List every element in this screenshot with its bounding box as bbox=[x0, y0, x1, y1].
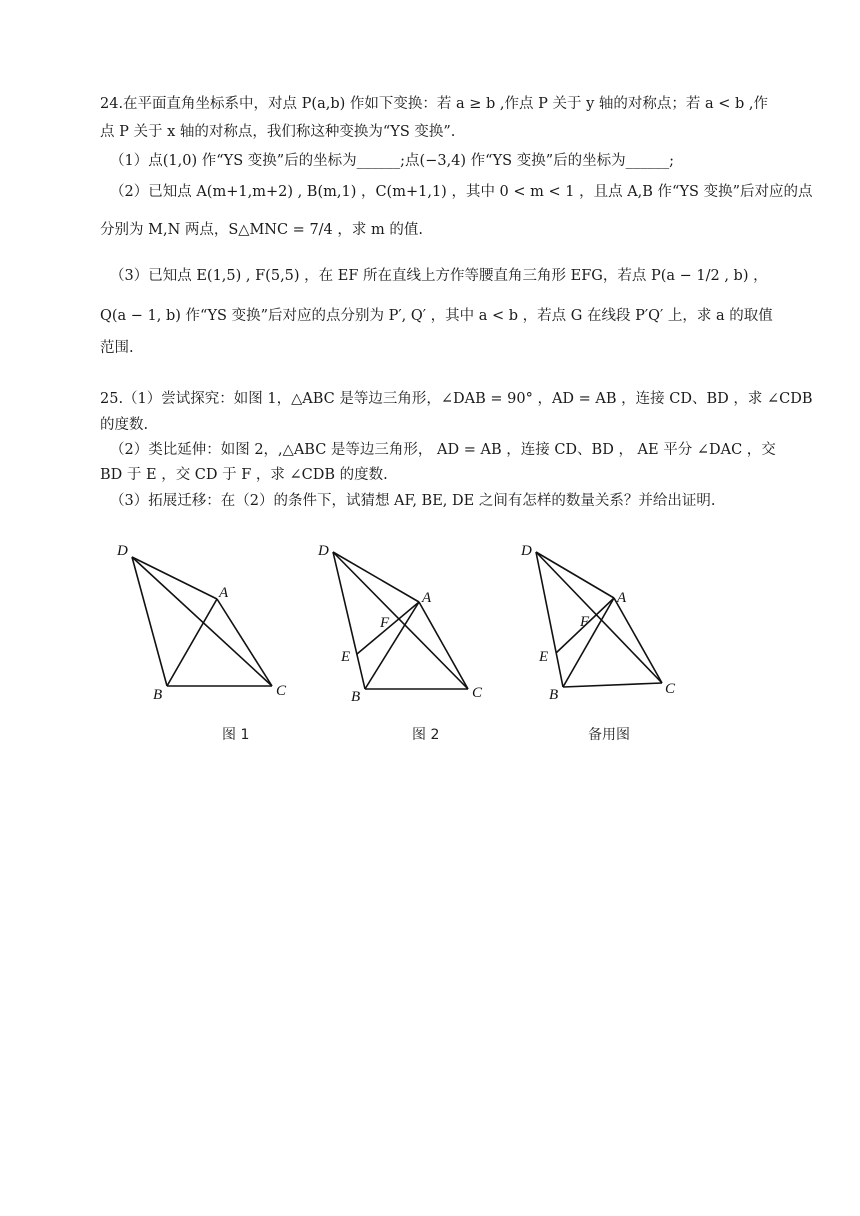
label-C: C bbox=[665, 681, 676, 697]
figure-2-caption: 图 2 bbox=[412, 727, 440, 743]
q24-stem-line-2: 点 P 关于 x 轴的对称点，我们称这种变换为“YS 变换”. bbox=[100, 124, 456, 140]
label-B: B bbox=[153, 687, 163, 703]
label-E: E bbox=[539, 649, 549, 665]
q24-part-3-line-2: Q(a − 1, b) 作“YS 变换”后对应的点分别为 P′, Q′ ，其中 a < b ，若点 G 在线段 P′Q′ 上，求 a 的取值 bbox=[100, 308, 773, 324]
segment-AB bbox=[365, 602, 419, 689]
q25-part-1-line-1: 25.（1）尝试探究：如图 1，△ABC 是等边三角形，∠DAB = 90° ，AD = AB ，连接 CD、BD ，求 ∠CDB bbox=[100, 391, 813, 407]
label-D: D bbox=[318, 543, 329, 559]
q24-part-2-line-1: （2）已知点 A(m+1,m+2) , B(m,1) ，C(m+1,1) ，其中 0 < m < 1 ，且点 A,B 作“YS 变换”后对应的点 bbox=[110, 184, 813, 200]
figure-1 bbox=[105, 535, 305, 703]
figure-spare-caption: 备用图 bbox=[588, 727, 630, 743]
figure-2 bbox=[310, 535, 500, 705]
segment-DB bbox=[536, 552, 563, 687]
label-C: C bbox=[472, 685, 483, 701]
label-A: A bbox=[219, 585, 229, 601]
label-A: A bbox=[422, 590, 432, 606]
segment-DA bbox=[132, 557, 217, 599]
label-F: F bbox=[580, 614, 590, 630]
segment-AC bbox=[419, 602, 468, 689]
q24-stem-line-1: 24.在平面直角坐标系中，对点 P(a,b) 作如下变换：若 a ≥ b ,作点 P 关于 y 轴的对称点；若 a < b ,作 bbox=[100, 96, 769, 112]
figure-spare bbox=[508, 535, 688, 705]
q24-part-3-line-3: 范围. bbox=[100, 340, 134, 356]
segment-DB bbox=[333, 552, 365, 689]
label-B: B bbox=[351, 689, 361, 705]
label-D: D bbox=[117, 543, 128, 559]
label-C: C bbox=[276, 683, 287, 699]
q24-part-2-line-2: 分别为 M,N 两点，S△MNC = 7/4 ，求 m 的值. bbox=[100, 222, 423, 238]
segment-DC bbox=[132, 557, 272, 686]
segment-AB bbox=[563, 598, 614, 687]
q25-part-2-line-2: BD 于 E ，交 CD 于 F ，求 ∠CDB 的度数. bbox=[100, 467, 388, 483]
segment-BC bbox=[563, 683, 662, 687]
segment-DC bbox=[333, 552, 468, 689]
figure-1-caption: 图 1 bbox=[222, 727, 250, 743]
label-B: B bbox=[549, 687, 559, 703]
label-E: E bbox=[341, 649, 351, 665]
segment-DC bbox=[536, 552, 662, 683]
label-F: F bbox=[380, 615, 390, 631]
q25-part-2-line-1: （2）类比延伸：如图 2，,△ABC 是等边三角形， AD = AB ，连接 CD、BD ， AE 平分 ∠DAC ，交 bbox=[110, 442, 776, 458]
label-A: A bbox=[617, 590, 627, 606]
q25-part-1-line-2: 的度数. bbox=[100, 417, 149, 433]
q24-part-3-line-1: （3）已知点 E(1,5) , F(5,5) ，在 EF 所在直线上方作等腰直角三角形 EFG，若点 P(a − 1/2 , b) ， bbox=[110, 268, 768, 284]
q24-part-1: （1）点(1,0) 作“YS 变换”后的坐标为______;点(−3,4) 作“YS 变换”后的坐标为______; bbox=[110, 153, 674, 169]
label-D: D bbox=[521, 543, 532, 559]
segment-DB bbox=[132, 557, 167, 686]
segment-DA bbox=[536, 552, 614, 598]
q25-part-3: （3）拓展迁移：在（2）的条件下，试猜想 AF, BE, DE 之间有怎样的数量关系？并给出证明. bbox=[110, 493, 716, 509]
